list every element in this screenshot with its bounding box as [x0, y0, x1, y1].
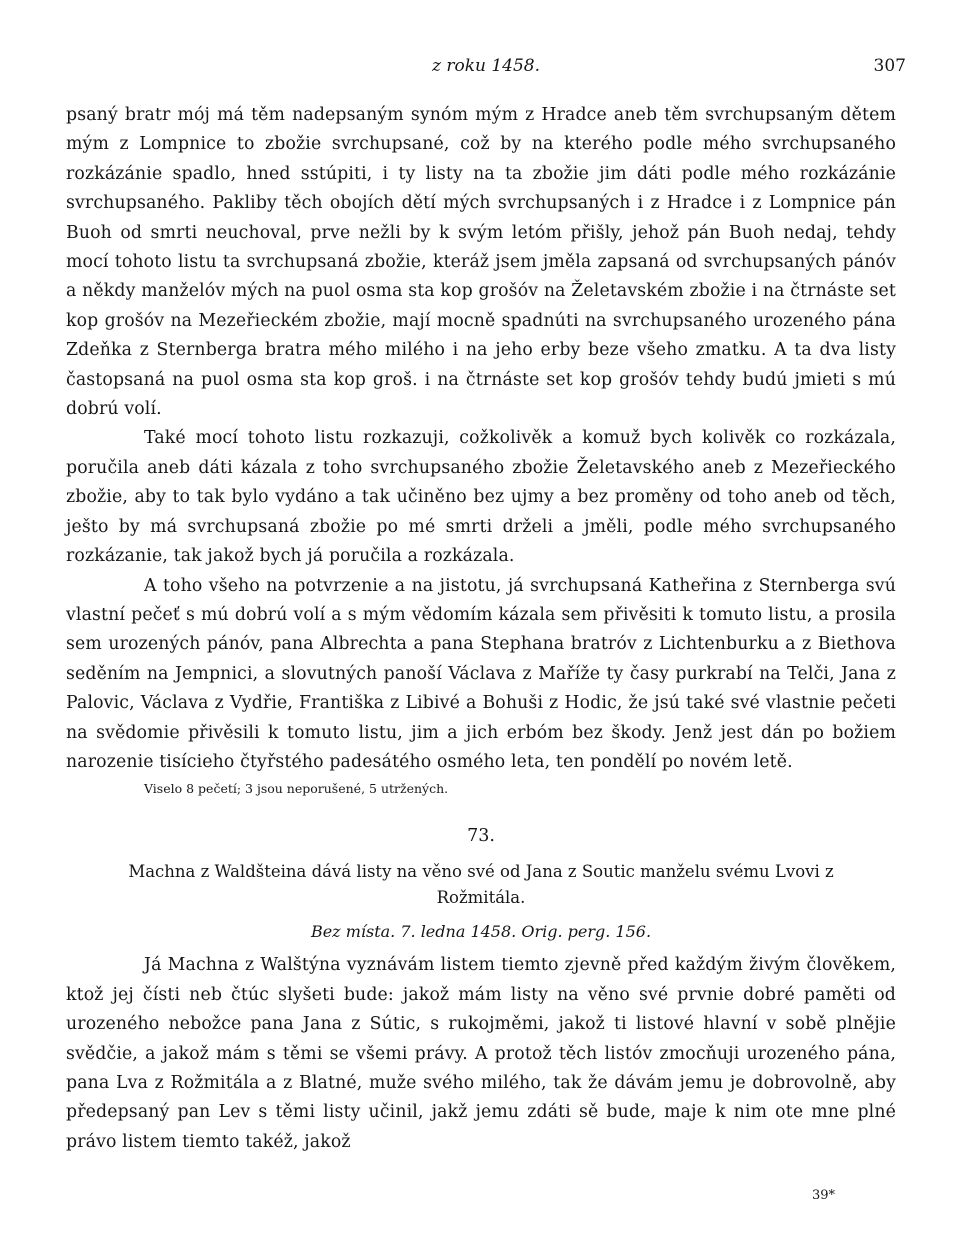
page-number: 307 — [873, 56, 906, 76]
document-heading: Machna z Waldšteina dává listy na věno své od Jana z Soutic manželu svému Lvovi z Rožmitála. — [128, 862, 834, 908]
document-text: Já Machna z Walštýna vyznávám listem tiemto zjevně před každým živým člověkem, ktož jej čísti neb čtúc slyšeti bude: jakož mám listy na věno své prvnie dobré paměti od urozeného nebožce pana Jana z Sútic, s rukojměmi, jakož ti listové hlavní v sobě plnějie svědčie, a jakož mám s těmi se všemi právy. A protož těch listóv zmocňuji urozeného pána, pana Lva z Rožmitála a z Blatné, muže svého milého, tak že dávám jemu je dobrovolně, aby předepsaný pan Lev s těmi listy učinil, jakž jemu zdáti sě bude, maje k nim ote mne plné právo listem tiemto takéž, jakož — [66, 955, 896, 1152]
paragraph-continued: psaný bratr mój má těm nadepsaným synóm mým z Hradce aneb těm svrchupsaným dětem mým z Lompnice to zbožie svrchupsané, což by na kterého podle mého svrchupsaného rozkázánie spadlo, hned sstúpiti, i ty listy na ta zbožie jim dáti podle mého rozkázánie svrchupsaného. Pakliby těch obojích dětí mých svrchupsaných i z Hradce i z Lompnice pán Buoh od smrti neuchoval, prve nežli by k svým letóm přišly, jehož pán Buoh nedaj, tehdy mocí tohoto listu ta svrchupsaná zbožie, kteráž jsem jměla zapsaná od svrchupsaných pánóv a někdy manželóv mých na puol osma sta kop grošóv na Želetavském zbožie i na čtrnáste set kop grošóv na Mezeřieckém zbožie, mají mocně spadnúti na svrchupsaného urozeného pána Zdeňka z Sternberga bratra mého milého i na jeho erby beze všeho zmatku. A ta dva listy častopsaná na puol osma sta kop groš. i na čtrnáste set kop grošóv tehdy budú jmieti s mú dobrú volí. — [66, 105, 896, 420]
signature-mark: 39* — [812, 1188, 836, 1203]
paragraph: Také mocí tohoto listu rozkazuji, cožkolivěk a komuž bych kolivěk co rozkázala, poručila aneb dáti kázala z toho svrchupsaného zbožie Želetavského aneb z Mezeřieckého zbožie, aby to tak bylo vydáno a tak učiněno bez ujmy a bez proměny od toho aneb od těch, ješto by má svrchupsaná zbožie po mé smrti drželi a jměli, podle mého svrchupsaného rozkázanie, tak jakož bych já poručila a rozkázala. — [66, 428, 896, 567]
seal-note: Viselo 8 pečetí; 3 jsou neporušené, 5 utržených. — [144, 781, 449, 797]
document-source: Bez místa. 7. ledna 1458. Orig. perg. 156. — [310, 922, 652, 942]
document-number: 73. — [467, 826, 495, 847]
running-title: z roku 1458. — [431, 56, 541, 76]
page-body — [66, 101, 896, 1157]
running-head — [66, 56, 906, 86]
paragraph: A toho všeho na potvrzenie a na jistotu, já svrchupsaná Katheřina z Sternberga svú vlastní pečeť s mú dobrú volí a s mým vědomím kázala sem přivěsiti k tomuto listu, a prosila sem urozených pánóv, pana Albrechta a pana Stephana bratróv z Lichtenburku a z Biethova seděním na Jempnici, a slovutných panoší Václava z Mařížе ty časy purkrabí na Telči, Jana z Palovic, Václava z Vydřie, Františka z Libivé a Bohuši z Hodic, že jsú také své vlastnie pečeti na svědomie přivěsili k tomuto listu, jim a jich erbóm bez škody. Jenž jest dán po božiem narozenie tisícieho čtyřstého padesátého osmého leta, ten pondělí po novém letě. — [66, 575, 896, 772]
